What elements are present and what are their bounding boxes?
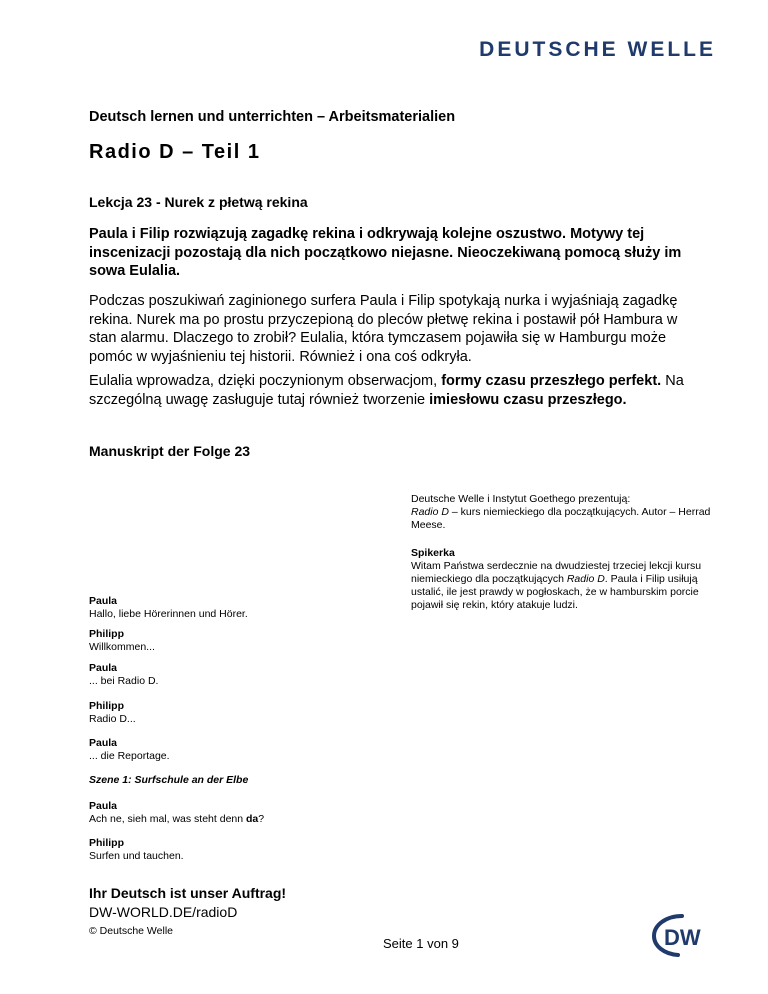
- dialogue-line: Willkommen...: [89, 641, 155, 653]
- dw-logo-icon: [648, 912, 718, 958]
- document-subtitle: Deutsch lernen und unterrichten – Arbeitsmaterialien: [89, 109, 456, 125]
- dialogue-line: Surfen und tauchen.: [89, 850, 184, 862]
- document-title: Radio D – Teil 1: [89, 141, 261, 163]
- announcer-block: [411, 547, 723, 612]
- dialogue-turn: [89, 700, 389, 726]
- dialogue-bold-word: da: [246, 813, 259, 825]
- footer-url[interactable]: DW-WORLD.DE/radioD: [89, 904, 238, 920]
- speaker-name: Paula: [89, 800, 118, 812]
- dialogue-turn: [89, 837, 389, 863]
- dialogue-text: Ach ne, sieh mal, was steht denn: [89, 813, 247, 825]
- brand-wordmark: DEUTSCHE WELLE: [479, 38, 716, 61]
- dialogue-line: [89, 813, 389, 826]
- speaker-name: Philipp: [89, 700, 124, 712]
- intro-italic: Radio D: [411, 506, 449, 518]
- paragraph2-bold-1: formy czasu przeszłego perfekt.: [441, 373, 662, 389]
- dialogue-text: ?: [258, 813, 265, 825]
- announcer-text-1: Witam Państwa serdecznie na dwudziestej trzeciej lekcji kursu niemieckiego dla początkujących: [411, 560, 702, 585]
- scene-heading: Szene 1: Surfschule an der Elbe: [89, 774, 249, 786]
- dialogue-turn: [89, 628, 389, 654]
- footer-copyright: © Deutsche Welle: [89, 925, 173, 937]
- dialogue-turn: [89, 800, 389, 826]
- paragraph2-bold-2: imiesłowu czasu przeszłego.: [429, 391, 627, 408]
- paragraph2-text-1: Eulalia wprowadza, dzięki poczynionym obserwacjom,: [89, 373, 442, 389]
- dialogue-turn: [89, 662, 389, 688]
- body-paragraph-2: [89, 372, 704, 409]
- speaker-name: Philipp: [89, 837, 124, 849]
- manuscript-heading: Manuskript der Folge 23: [89, 443, 251, 459]
- dw-logo-text: DW: [664, 925, 701, 950]
- dialogue-turn: [89, 737, 389, 763]
- announcer-text-2: . Paula i Filip usiłują ustalić, ile jest prawdy w pogłoskach, że w hamburskim porcie pojawił się rekin, który atakuje ludzi.: [411, 573, 699, 611]
- intro-line-2: – kurs niemieckiego dla początkujących. Autor – Herrad Meese.: [411, 506, 711, 531]
- dialogue-line: ... bei Radio D.: [89, 675, 159, 687]
- announcer-italic: Radio D: [566, 573, 605, 585]
- intro-line-1: Deutsche Welle i Instytut Goethego prezentują:: [411, 493, 631, 505]
- footer-claim: Ihr Deutsch ist unser Auftrag!: [89, 885, 287, 901]
- speaker-name: Paula: [89, 662, 118, 674]
- page-number: Seite 1 von 9: [383, 936, 459, 951]
- lead-paragraph: Paula i Filip rozwiązują zagadkę rekina i odkrywają kolejne oszustwo. Motywy tej inscenizacji pozostają dla nich początkowo niejasne. Nieoczekiwaną pomocą służy im sowa Eulalia.: [89, 226, 682, 279]
- dialogue-line: Radio D...: [89, 713, 136, 725]
- speaker-name: Paula: [89, 595, 118, 607]
- dialogue-turn: [89, 595, 389, 621]
- dialogue-line: Hallo, liebe Hörerinnen und Hörer.: [89, 608, 248, 620]
- body-paragraph-1: Podczas poszukiwań zaginionego surfera Paula i Filip spotykają nurka i wyjaśniają zagadkę rekina. Nurek ma po prostu przyczepioną do pleców płetwę rekina i postawił pół Hambura w stan alarmu. Dlaczego to zrobił? Eulalia, która tymczasem pojawiła się w Hamburgu może pomóc w wyjaśnieniu tej historii. Również i ona coś odkryła.: [89, 293, 678, 365]
- lesson-heading: Lekcja 23 - Nurek z płetwą rekina: [89, 194, 308, 210]
- paragraph2-text-2: Na szczególną uwagę zasługuje tutaj również tworzenie: [89, 373, 684, 408]
- intro-block: [411, 493, 723, 532]
- speaker-name: Philipp: [89, 628, 124, 640]
- dialogue-line: ... die Reportage.: [89, 750, 170, 762]
- speaker-name: Paula: [89, 737, 118, 749]
- speaker-name: Spikerka: [411, 547, 455, 559]
